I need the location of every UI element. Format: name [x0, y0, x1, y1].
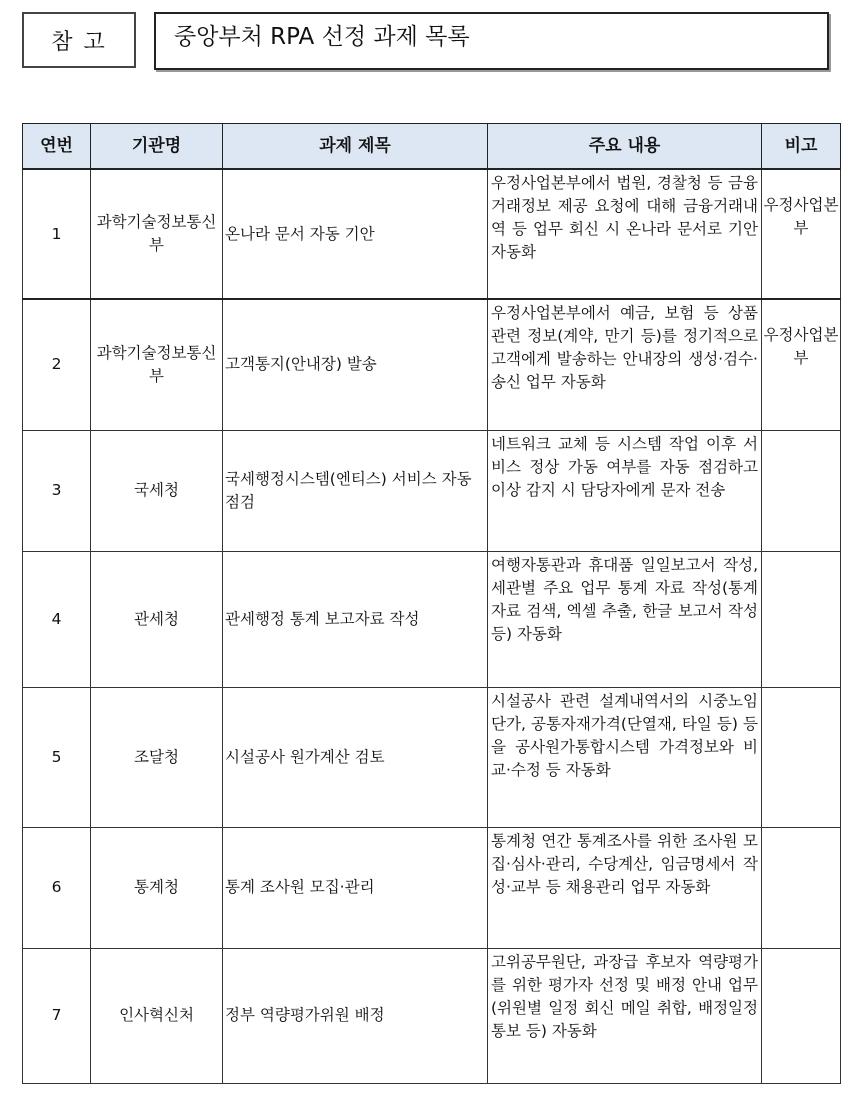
column-header-note: 비고	[762, 124, 841, 170]
cell-content: 우정사업본부에서 예금, 보험 등 상품 관련 정보(계약, 만기 등)를 정기적으로 고객에게 발송하는 안내장의 생성·검수·송신 업무 자동화	[488, 299, 762, 430]
reference-label: 참 고	[22, 12, 136, 68]
cell-note	[762, 827, 841, 948]
table-row	[23, 687, 841, 827]
column-header-agency: 기관명	[91, 124, 223, 170]
cell-note	[762, 687, 841, 827]
cell-task: 관세행정 통계 보고자료 작성	[223, 551, 488, 687]
column-header-task: 과제 제목	[223, 124, 488, 170]
cell-content: 통계청 연간 통계조사를 위한 조사원 모집·심사·관리, 수당계산, 임금명세서 작성·교부 등 채용관리 업무 자동화	[488, 827, 762, 948]
column-header-no: 연번	[23, 124, 91, 170]
rpa-task-table	[22, 123, 841, 1084]
cell-note	[762, 551, 841, 687]
page-title: 중앙부처 RPA 선정 과제 목록	[154, 12, 829, 70]
table-header-row	[23, 124, 841, 170]
cell-content: 우정사업본부에서 법원, 경찰청 등 금융거래정보 제공 요청에 대해 금융거래내역 등 업무 회신 시 온나라 문서로 기안 자동화	[488, 169, 762, 299]
cell-note: 우정사업본부	[762, 299, 841, 430]
cell-task: 국세행정시스템(엔티스) 서비스 자동 점검	[223, 430, 488, 551]
cell-no: 3	[23, 430, 91, 551]
cell-agency: 과학기술정보통신부	[91, 299, 223, 430]
column-header-content: 주요 내용	[488, 124, 762, 170]
cell-content: 고위공무원단, 과장급 후보자 역량평가를 위한 평가자 선정 및 배정 안내 업무(위원별 일정 회신 메일 취합, 배정일정 통보 등) 자동화	[488, 948, 762, 1083]
cell-agency: 통계청	[91, 827, 223, 948]
cell-no: 4	[23, 551, 91, 687]
cell-agency: 과학기술정보통신부	[91, 169, 223, 299]
cell-agency: 인사혁신처	[91, 948, 223, 1083]
cell-content: 여행자통관과 휴대품 일일보고서 작성, 세관별 주요 업무 통계 자료 작성(통계 자료 검색, 엑셀 추출, 한글 보고서 작성 등) 자동화	[488, 551, 762, 687]
cell-agency: 국세청	[91, 430, 223, 551]
cell-agency: 조달청	[91, 687, 223, 827]
cell-no: 7	[23, 948, 91, 1083]
cell-task: 고객통지(안내장) 발송	[223, 299, 488, 430]
table-row	[23, 299, 841, 430]
cell-task: 온나라 문서 자동 기안	[223, 169, 488, 299]
cell-content: 네트워크 교체 등 시스템 작업 이후 서비스 정상 가동 여부를 자동 점검하고 이상 감지 시 담당자에게 문자 전송	[488, 430, 762, 551]
table-row	[23, 551, 841, 687]
table-row	[23, 169, 841, 299]
cell-task: 시설공사 원가계산 검토	[223, 687, 488, 827]
cell-no: 1	[23, 169, 91, 299]
cell-note	[762, 948, 841, 1083]
cell-task: 통계 조사원 모집·관리	[223, 827, 488, 948]
cell-note: 우정사업본부	[762, 169, 841, 299]
table-row	[23, 827, 841, 948]
cell-no: 2	[23, 299, 91, 430]
cell-content: 시설공사 관련 설계내역서의 시중노임단가, 공통자재가격(단열재, 타일 등) 등을 공사원가통합시스템 가격정보와 비교·수정 등 자동화	[488, 687, 762, 827]
cell-task: 정부 역량평가위원 배정	[223, 948, 488, 1083]
cell-note	[762, 430, 841, 551]
cell-agency: 관세청	[91, 551, 223, 687]
table-row	[23, 948, 841, 1083]
table-row	[23, 430, 841, 551]
cell-no: 6	[23, 827, 91, 948]
cell-no: 5	[23, 687, 91, 827]
